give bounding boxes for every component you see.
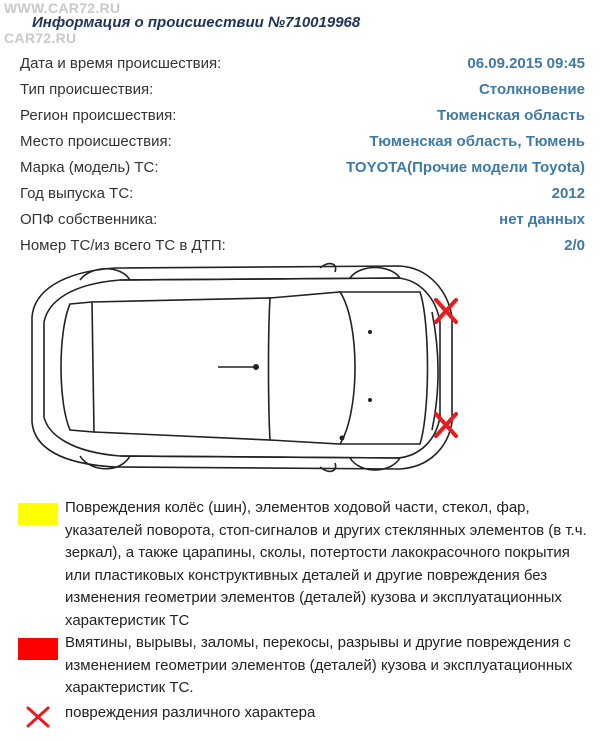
windshield <box>270 292 355 444</box>
wiper-dot <box>340 436 345 441</box>
legend-swatch-yellow <box>18 503 58 525</box>
legend-item-red <box>18 632 598 700</box>
legend-swatch-red <box>18 638 58 660</box>
info-value: 2/0 <box>564 236 585 254</box>
hood-dot-2 <box>368 398 372 402</box>
mirror-right <box>320 463 336 471</box>
watermark-2 <box>4 30 76 46</box>
side-line-top <box>120 278 400 280</box>
info-label: ОПФ собственника: <box>20 210 158 228</box>
legend-item-cross <box>18 702 598 725</box>
watermark-line2: CAR72.RU <box>4 30 77 46</box>
legend <box>18 497 598 724</box>
page-title: Информация о происшествии №710019968 <box>32 14 361 31</box>
damage-mark-front-right <box>436 414 456 436</box>
wheel-arch-front-top <box>350 268 400 279</box>
mirror-left <box>320 264 336 272</box>
hood-dot-1 <box>368 330 372 334</box>
side-line-bottom <box>120 456 400 458</box>
info-row-make <box>20 154 585 180</box>
rear-window <box>61 302 94 432</box>
info-row-number <box>20 232 585 258</box>
info-label: Номер ТС/из всего ТС в ДТП: <box>20 236 226 254</box>
info-label: Тип происшествия: <box>20 80 154 98</box>
hood <box>340 292 428 444</box>
car-diagram <box>20 262 460 477</box>
damage-mark-front-left <box>436 300 456 322</box>
info-row-region <box>20 102 585 128</box>
info-label: Регион происшествия: <box>20 106 177 124</box>
legend-text: повреждения различного характера <box>65 703 316 721</box>
info-value: Тюменская область <box>436 106 585 124</box>
info-label: Место происшествия: <box>20 132 172 150</box>
red-x-icon <box>26 706 50 728</box>
legend-item-yellow <box>18 497 598 632</box>
legend-text: Вмятины, вырывы, заломы, перекосы, разрывы и другие повреждения с изменением геометрии элементов (деталей) кузова и эксплуатационных характеристик ТС. <box>65 634 573 696</box>
legend-text: Повреждения колёс (шин), элементов ходовой части, стекол, фар, указателей поворота, стоп-сигналов и других стеклянных элементов (в т.ч. зеркал), а также царапины, сколы, потертости лакокрасочного покрытия или пластиковых конструктивных деталей и другие повреждения без изменения геометрии элементов (деталей) кузова и эксплуатационных характеристик ТС <box>65 499 587 629</box>
watermark-line1: WWW.CAR72.RU <box>4 0 121 16</box>
info-row-year <box>20 180 585 206</box>
info-table <box>20 50 585 258</box>
info-value: 2012 <box>551 184 585 202</box>
roof <box>92 298 270 440</box>
antenna-base <box>253 364 259 370</box>
info-value: TOYOTA(Прочие модели Toyota) <box>346 158 585 176</box>
info-row-owner <box>20 206 585 232</box>
info-row-type <box>20 76 585 102</box>
info-label: Год выпуска ТС: <box>20 184 134 202</box>
info-value: Тюменская область, Тюмень <box>369 132 585 150</box>
wheel-arch-rear-top <box>80 269 130 280</box>
info-label: Марка (модель) ТС: <box>20 158 159 176</box>
info-row-place <box>20 128 585 154</box>
info-value: Столкновение <box>478 80 585 98</box>
info-value: 06.09.2015 09:45 <box>467 54 585 72</box>
car-inner-outline <box>44 278 440 458</box>
info-row-date <box>20 50 585 76</box>
info-label: Дата и время происшествия: <box>20 54 222 72</box>
info-value: нет данных <box>499 210 585 228</box>
